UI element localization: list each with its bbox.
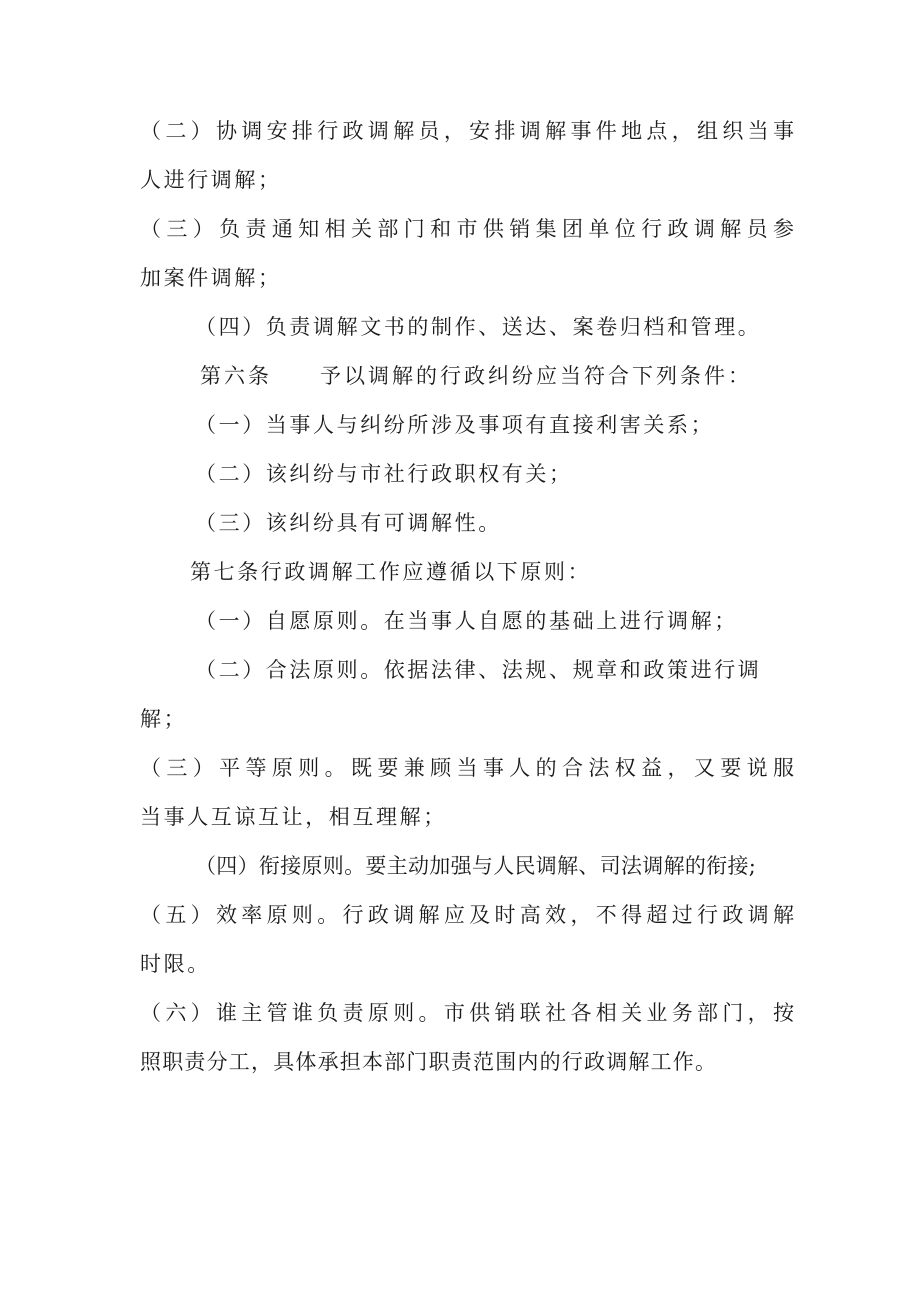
paragraph-line: （四）负责调解文书的制作、送达、案卷归档和管理。 bbox=[195, 315, 762, 339]
paragraph-line: （三）负责通知相关部门和市供销集团单位行政调解员参 bbox=[140, 217, 794, 241]
paragraph-line: （二）协调安排行政调解员，安排调解事件地点，组织当事 bbox=[140, 119, 794, 143]
paragraph-line: （五）效率原则。行政调解应及时高效，不得超过行政调解 bbox=[140, 903, 794, 927]
paragraph-line: （二）合法原则。依据法律、法规、规章和政策进行调 bbox=[195, 658, 762, 682]
paragraph-line: （三）该纠纷具有可调解性。 bbox=[195, 511, 502, 535]
paragraph-line: （三）平等原则。既要兼顾当事人的合法权益，又要说服 bbox=[140, 756, 794, 780]
paragraph-line: 当事人互谅互让，相互理解； bbox=[140, 805, 447, 829]
paragraph-line: 人进行调解； bbox=[140, 168, 282, 192]
paragraph-line: （六）谁主管谁负责原则。市供销联社各相关业务部门，按 bbox=[140, 1001, 794, 1025]
paragraph-line: （一）当事人与纠纷所涉及事项有直接利害关系； bbox=[195, 413, 715, 437]
paragraph-line: 照职责分工，具体承担本部门职责范围内的行政调解工作。 bbox=[140, 1050, 718, 1074]
paragraph-line: （四）衔接原则。要主动加强与人民调解、司法调解的衔接; bbox=[195, 854, 757, 878]
article-heading-6: 第六条 予以调解的行政纠纷应当符合下列条件： bbox=[200, 364, 752, 388]
paragraph-line: （二）该纠纷与市社行政职权有关； bbox=[195, 462, 573, 486]
paragraph-line: 时限。 bbox=[140, 952, 211, 976]
paragraph-line: 加案件调解； bbox=[140, 266, 282, 290]
paragraph-line: 解； bbox=[140, 707, 188, 731]
paragraph-line: （一）自愿原则。在当事人自愿的基础上进行调解； bbox=[195, 609, 738, 633]
article-heading-7: 第七条行政调解工作应遵循以下原则： bbox=[190, 560, 592, 584]
